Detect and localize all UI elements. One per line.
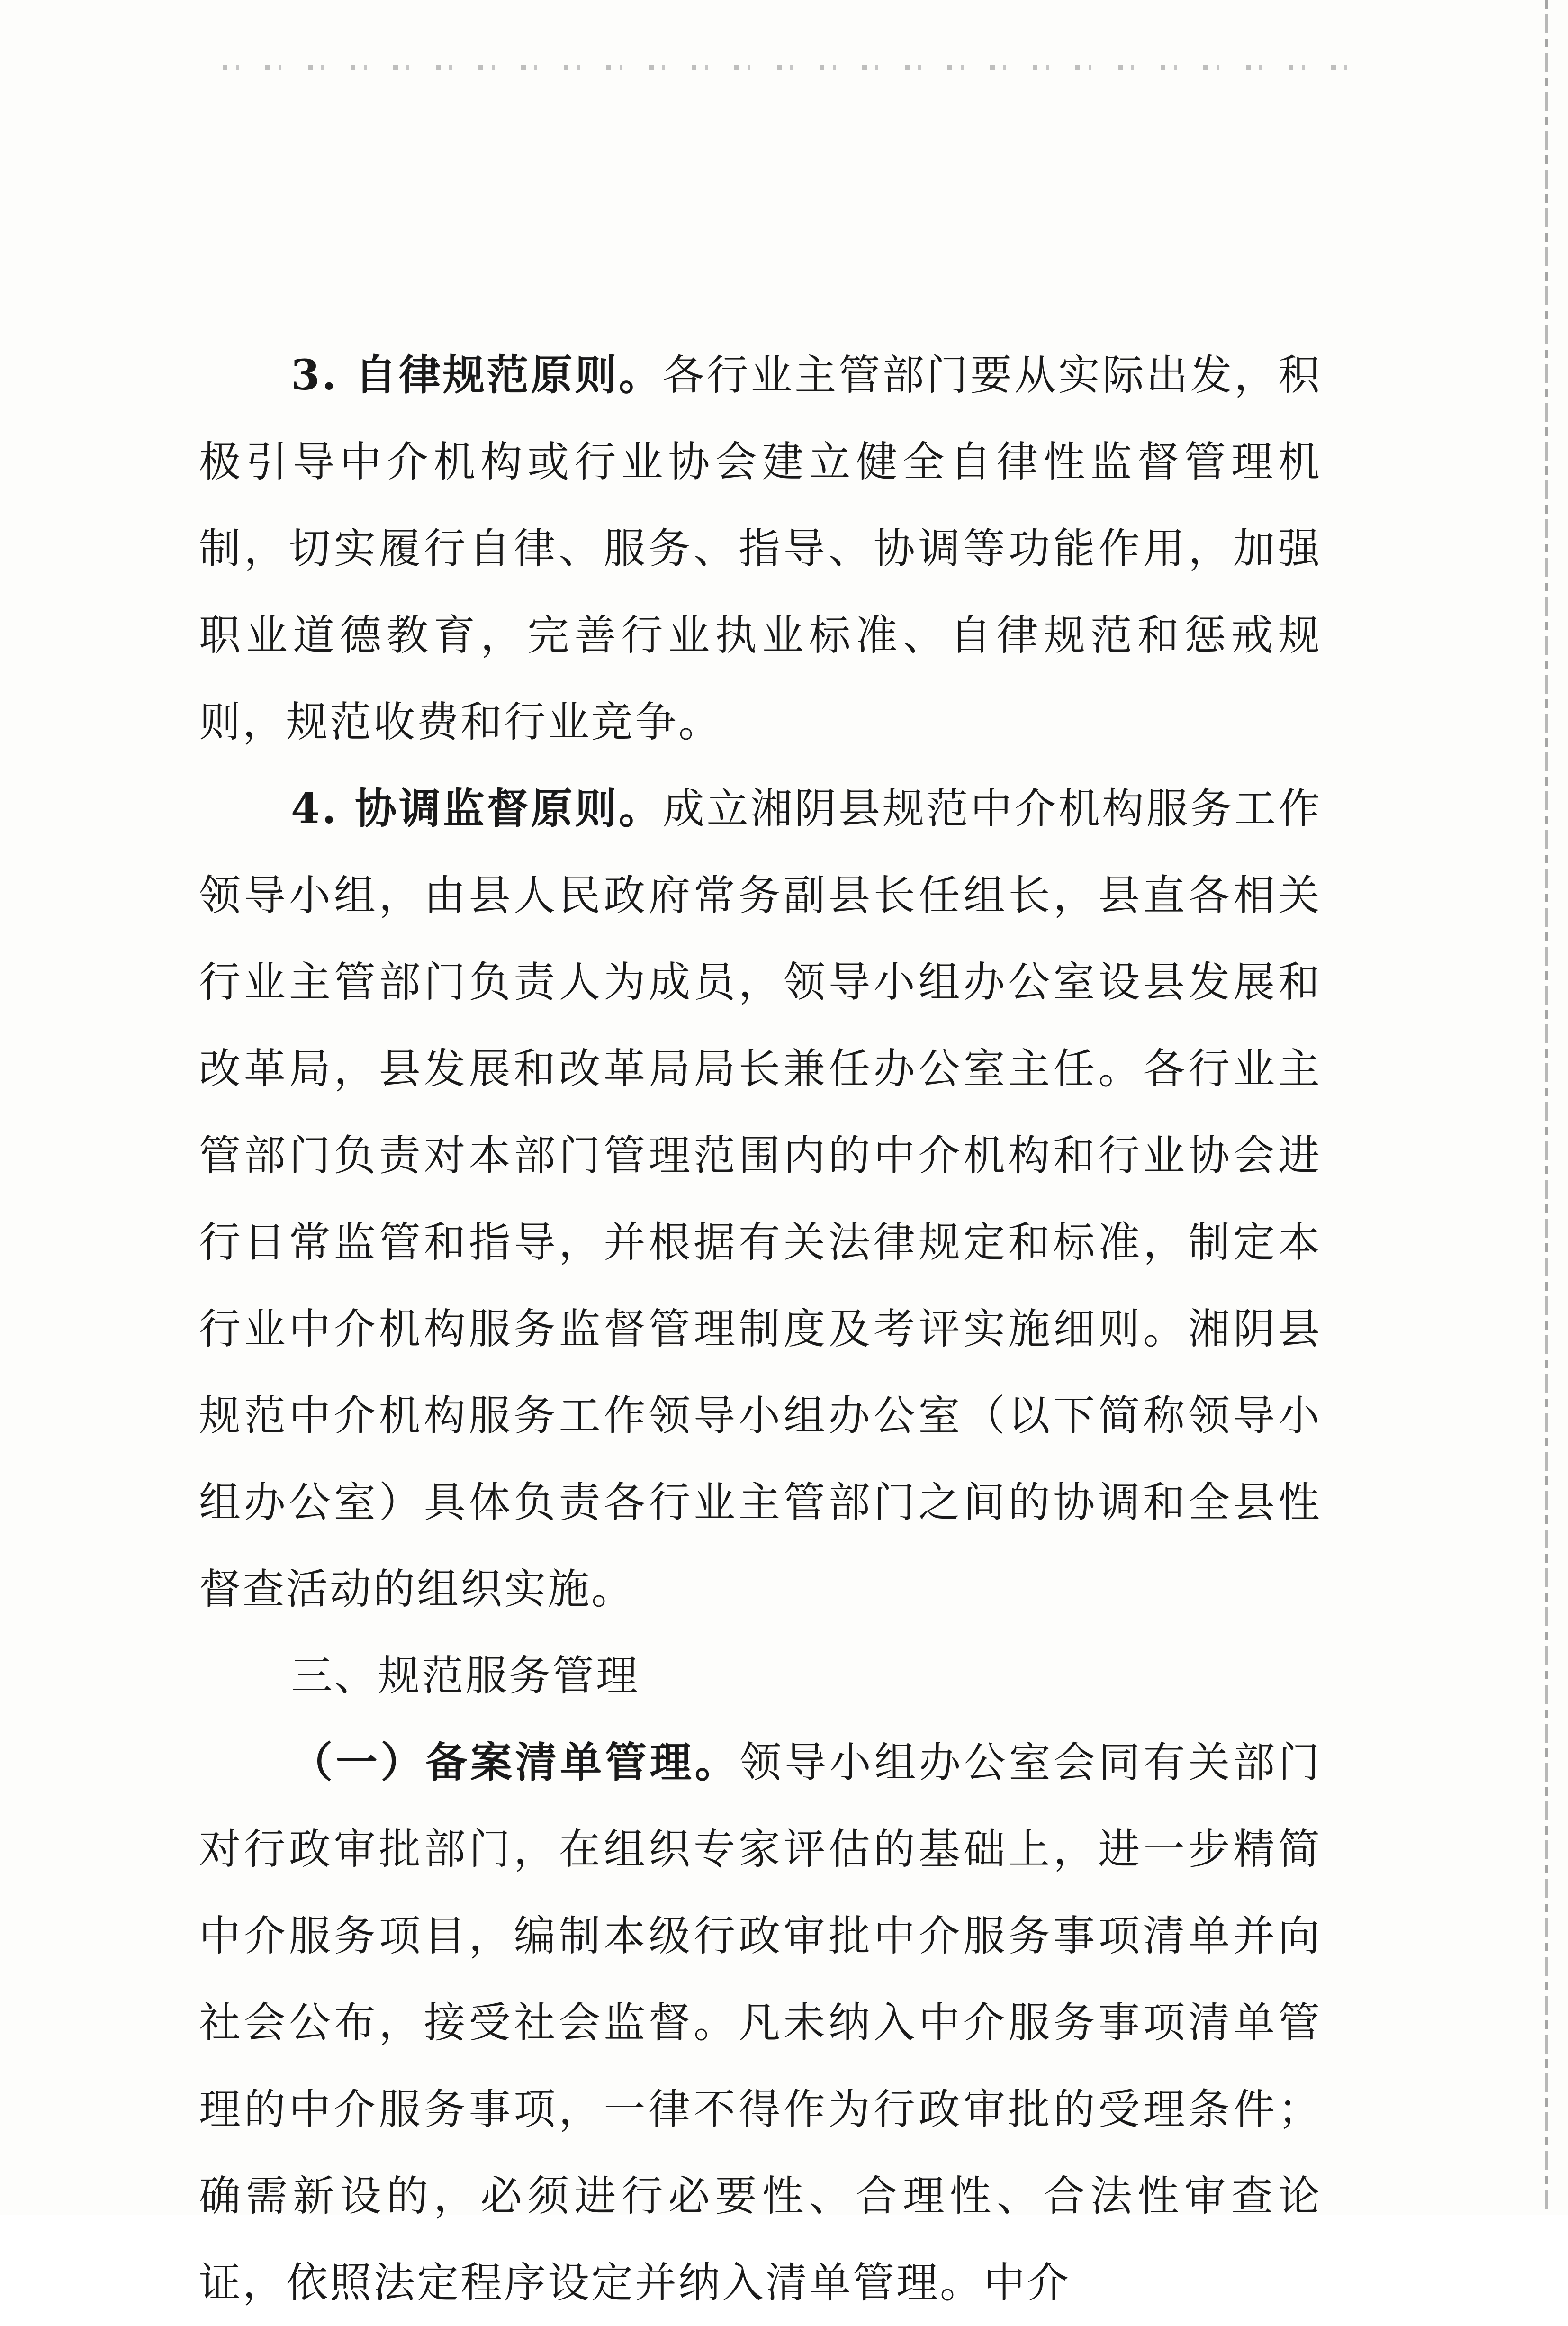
section-heading: 三、规范服务管理 bbox=[291, 1651, 640, 1700]
document-body bbox=[199, 332, 1322, 2326]
paragraph-lead: 4. 协调监督原则。 bbox=[291, 784, 663, 833]
scan-artifact-top bbox=[223, 65, 1350, 70]
paragraph-text: 成立湘阴县规范中介机构服务工作领导小组，由县人民政府常务副县长任组长，县直各相关行业主管部门负责人为成员，领导小组办公室设县发展和改革局，县发展和改革局局长兼任办公室主任。各行业主管部门负责对本部门管理范围内的中介机构和行业协会进行日常监管和指导，并根据有关法律规定和标准，制定本行业中介机构服务监督管理制度及考评实施细则。湘阴县规范中介机构服务工作领导小组办公室（以下简称领导小组办公室）具体负责各行业主管部门之间的协调和全县性督查活动的组织实施。 bbox=[199, 784, 1322, 1613]
paragraph-filing-list bbox=[199, 1719, 1322, 2326]
paragraph-lead: 3. 自律规范原则。 bbox=[291, 350, 663, 399]
scan-artifact-right-edge bbox=[1545, 0, 1548, 2215]
paragraph-lead: （一）备案清单管理。 bbox=[291, 1738, 740, 1787]
paragraph-text: 领导小组办公室会同有关部门对行政审批部门，在组织专家评估的基础上，进一步精简中介服务项目，编制本级行政审批中介服务事项清单并向社会公布，接受社会监督。凡未纳入中介服务事项清单管理的中介服务事项，一律不得作为行政审批的受理条件；确需新设的，必须进行必要性、合理性、合法性审查论证，依照法定程序设定并纳入清单管理。中介 bbox=[199, 1738, 1322, 2307]
paragraph-coordination bbox=[199, 765, 1322, 1632]
paragraph-self-regulation bbox=[199, 332, 1322, 765]
paragraph-text: 各行业主管部门要从实际出发，积极引导中介机构或行业协会建立健全自律性监督管理机制，切实履行自律、服务、指导、协调等功能作用，加强职业道德教育，完善行业执业标准、自律规范和惩戒规则，规范收费和行业竞争。 bbox=[199, 351, 1322, 746]
